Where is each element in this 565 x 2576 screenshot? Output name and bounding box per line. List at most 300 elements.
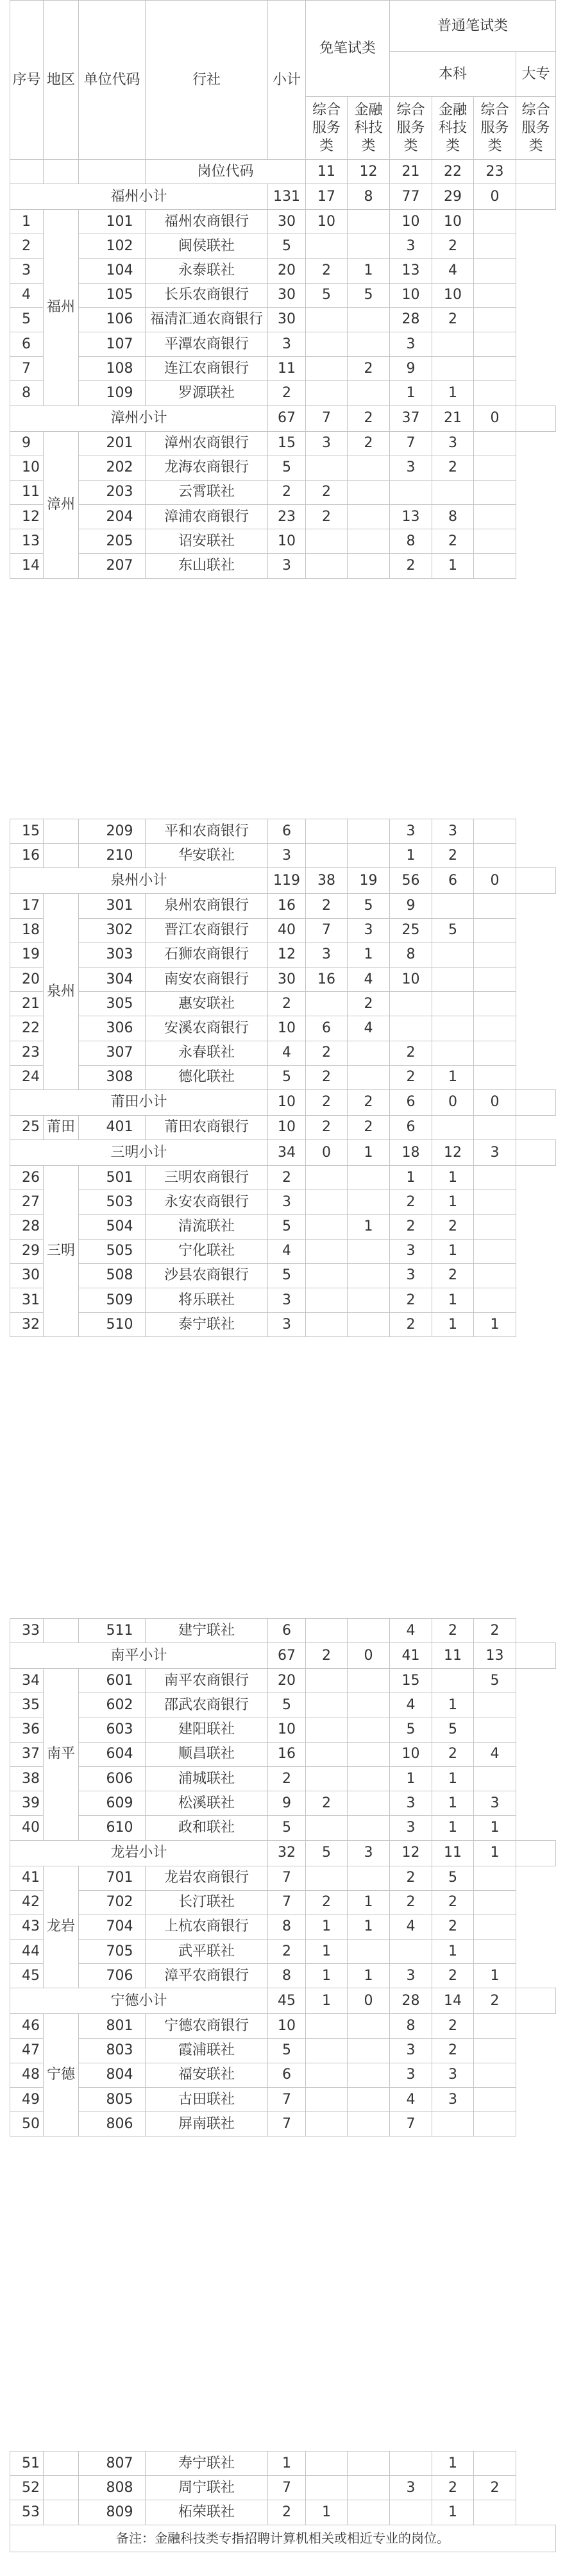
row-seq: 14 [10,554,44,578]
table-row [10,918,556,943]
row-total: 16 [268,1742,306,1766]
row-quota: 4 [348,967,390,991]
header-region: 地区 [44,1,79,160]
row-org-name: 漳浦农商银行 [146,505,268,529]
row-org-name: 浦城联社 [146,1766,268,1791]
row-org-name: 永安农商银行 [146,1190,268,1215]
row-unit-code: 306 [79,1016,146,1041]
row-quota [474,307,516,332]
subtotal-value: 0 [306,1140,348,1166]
row-org-name: 福州农商银行 [146,210,268,234]
row-org-name: 永泰联社 [146,259,268,283]
row-quota [348,2088,390,2112]
row-unit-code: 203 [79,480,146,504]
row-quota: 2 [348,431,390,456]
row-quota: 1 [432,2500,474,2525]
row-quota [474,1115,516,1139]
row-unit-code: 106 [79,307,146,332]
row-quota [348,332,390,356]
empty-cell [516,1140,556,1166]
row-quota [474,456,516,480]
row-quota [348,1669,390,1693]
row-org-name: 石狮农商银行 [146,943,268,967]
row-quota: 2 [474,1619,516,1643]
row-total: 2 [268,1166,306,1190]
row-quota [306,2112,348,2137]
post-code: 12 [348,160,390,184]
row-total: 30 [268,210,306,234]
row-total: 5 [268,234,306,259]
row-seq: 1 [10,210,44,234]
row-unit-code: 803 [79,2038,146,2063]
row-quota [474,1718,516,1742]
empty-cell [516,868,556,894]
table-row [10,1915,556,1939]
row-quota [306,1239,348,1263]
row-quota [348,1239,390,1263]
row-quota: 10 [390,1742,432,1766]
row-total: 3 [268,1288,306,1313]
table-row [10,381,556,405]
row-unit-code: 303 [79,943,146,967]
row-quota [348,1190,390,1215]
row-unit-code: 302 [79,918,146,943]
row-quota: 8 [432,505,474,529]
row-org-name: 惠安联社 [146,992,268,1016]
table-row [10,1766,556,1791]
row-org-name: 东山联社 [146,554,268,578]
row-quota [432,992,474,1016]
table-row [10,1940,556,1964]
row-quota [306,554,348,578]
row-quota: 1 [432,554,474,578]
row-unit-code: 401 [79,1115,146,1139]
table-row [10,1016,556,1041]
row-org-name: 霞浦联社 [146,2038,268,2063]
row-quota: 1 [432,1313,474,1337]
header-subtotal: 小计 [268,1,306,160]
quota-table-section [10,0,556,579]
row-org-name: 邵武农商银行 [146,1693,268,1718]
row-quota: 4 [474,1742,516,1766]
row-quota: 1 [348,1964,390,1988]
post-code: 11 [306,160,348,184]
row-org-name: 泉州农商银行 [146,894,268,918]
row-quota [348,529,390,554]
row-seq: 43 [10,1915,44,1939]
row-org-name: 晋江农商银行 [146,918,268,943]
row-quota [306,1742,348,1766]
row-org-name: 宁德农商银行 [146,2014,268,2038]
row-total: 10 [268,1016,306,1041]
row-total: 3 [268,844,306,868]
row-org-name: 南平农商银行 [146,1669,268,1693]
table-row [10,332,556,356]
row-seq: 11 [10,480,44,504]
row-total: 7 [268,2088,306,2112]
row-unit-code: 307 [79,1041,146,1065]
row-quota: 2 [390,1313,432,1337]
row-seq: 4 [10,283,44,307]
row-total: 8 [268,1915,306,1939]
row-quota: 10 [432,283,474,307]
table-row [10,1115,556,1139]
row-quota: 1 [390,844,432,868]
empty-cell [516,1089,556,1115]
subtotal-value: 2 [348,1089,390,1115]
row-quota [474,210,516,234]
row-unit-code: 805 [79,2088,146,2112]
table-row [10,1166,556,1190]
row-quota [432,894,474,918]
row-quota [474,1239,516,1263]
row-total: 3 [268,332,306,356]
row-total: 5 [268,1065,306,1089]
row-seq: 39 [10,1791,44,1816]
row-seq: 48 [10,2063,44,2087]
table-row [10,554,556,578]
row-unit-code: 104 [79,259,146,283]
row-quota: 3 [432,819,474,844]
row-total: 12 [268,943,306,967]
row-seq: 5 [10,307,44,332]
subtotal-value: 18 [390,1140,432,1166]
subtotal-row [10,1643,556,1669]
row-unit-code: 503 [79,1190,146,1215]
region-cell: 龙岩 [44,1866,79,1988]
row-quota: 1 [432,1166,474,1190]
row-org-name: 漳州农商银行 [146,431,268,456]
row-quota [474,480,516,504]
row-org-name: 龙海农商银行 [146,456,268,480]
header-seq: 序号 [10,1,44,160]
header-category: 综合服务类 [474,97,516,160]
subtotal-total: 119 [268,868,306,894]
row-org-name: 顺昌联社 [146,1742,268,1766]
subtotal-label: 漳州小计 [10,405,268,431]
row-total: 5 [268,1215,306,1239]
row-org-name: 武平联社 [146,1940,268,1964]
subtotal-value: 0 [474,868,516,894]
row-quota [348,1693,390,1718]
row-quota: 2 [432,1915,474,1939]
row-quota [474,505,516,529]
row-unit-code: 504 [79,1215,146,1239]
row-seq: 13 [10,529,44,554]
row-quota [348,234,390,259]
row-quota: 5 [432,1866,474,1890]
post-code-row [10,160,556,184]
row-quota: 10 [390,283,432,307]
row-org-name: 安溪农商银行 [146,1016,268,1041]
row-quota: 1 [348,1215,390,1239]
row-quota: 5 [432,1718,474,1742]
table-row [10,1619,556,1643]
row-quota [306,456,348,480]
row-quota [306,1669,348,1693]
row-quota [474,967,516,991]
row-quota [306,1866,348,1890]
row-quota: 3 [390,1791,432,1816]
subtotal-value: 19 [348,868,390,894]
row-org-name: 泰宁联社 [146,1313,268,1337]
row-total: 40 [268,918,306,943]
row-unit-code: 606 [79,1766,146,1791]
row-total: 5 [268,1263,306,1288]
row-quota [348,1263,390,1288]
row-quota: 13 [390,259,432,283]
row-unit-code: 704 [79,1915,146,1939]
row-quota [348,1766,390,1791]
row-quota [474,2063,516,2087]
table-row [10,529,556,554]
region-cell: 福州 [44,210,79,406]
subtotal-value: 3 [348,1840,390,1866]
row-quota: 1 [348,1915,390,1939]
row-quota [348,1816,390,1840]
table-row [10,844,556,868]
row-quota: 4 [390,1619,432,1643]
row-quota: 3 [348,918,390,943]
row-quota [348,554,390,578]
row-quota: 1 [348,1890,390,1915]
post-code-label: 岗位代码 [146,160,306,184]
row-quota: 2 [306,480,348,504]
row-seq: 3 [10,259,44,283]
row-quota: 2 [306,259,348,283]
row-org-name: 连江农商银行 [146,357,268,381]
subtotal-label: 南平小计 [10,1643,268,1669]
subtotal-value: 0 [348,1988,390,2014]
row-quota: 3 [390,332,432,356]
region-cell [44,819,79,844]
row-quota [348,819,390,844]
row-seq: 37 [10,1742,44,1766]
row-quota: 3 [432,431,474,456]
header-category: 金融科技类 [348,97,390,160]
row-quota: 6 [306,1016,348,1041]
row-quota: 1 [390,1766,432,1791]
row-quota: 3 [432,2063,474,2087]
row-org-name: 闽侯联社 [146,234,268,259]
row-quota: 3 [432,2088,474,2112]
subtotal-label: 宁德小计 [10,1988,268,2014]
empty-cell [516,160,556,184]
row-quota [474,381,516,405]
row-quota [306,992,348,1016]
subtotal-value: 77 [390,184,432,210]
row-quota: 3 [390,1816,432,1840]
row-total: 5 [268,1693,306,1718]
row-quota [348,480,390,504]
subtotal-label: 三明小计 [10,1140,268,1166]
row-total: 7 [268,2476,306,2500]
row-total: 20 [268,1669,306,1693]
subtotal-label: 福州小计 [10,184,268,210]
row-quota [348,844,390,868]
region-cell: 三明 [44,1166,79,1337]
row-quota [348,2500,390,2525]
subtotal-value: 7 [306,405,348,431]
subtotal-row [10,1988,556,2014]
row-quota [348,2014,390,2038]
subtotal-value: 6 [432,868,474,894]
subtotal-value: 12 [390,1840,432,1866]
row-quota [432,1016,474,1041]
row-quota: 2 [390,1190,432,1215]
table-row [10,894,556,918]
row-quota [474,2038,516,2063]
row-quota [306,332,348,356]
subtotal-value: 12 [432,1140,474,1166]
table-row [10,357,556,381]
table-row [10,1866,556,1890]
table-row [10,1263,556,1288]
row-quota [306,2038,348,2063]
row-quota [474,2112,516,2137]
row-quota: 2 [306,505,348,529]
row-seq: 26 [10,1166,44,1190]
table-row [10,1693,556,1718]
row-seq: 15 [10,819,44,844]
row-seq: 30 [10,1263,44,1288]
row-quota [474,554,516,578]
empty-cell [44,160,79,184]
row-seq: 40 [10,1816,44,1840]
row-quota: 1 [306,1940,348,1964]
footnote: 备注：金融科技类专指招聘计算机相关或相近专业的岗位。 [10,2525,556,2552]
row-total: 6 [268,2063,306,2087]
table-row [10,943,556,967]
empty-cell [79,160,146,184]
subtotal-value: 0 [474,1089,516,1115]
row-unit-code: 601 [79,1669,146,1693]
row-org-name: 长汀联社 [146,1890,268,1915]
row-quota: 2 [390,1041,432,1065]
row-quota [348,1718,390,1742]
row-total: 30 [268,967,306,991]
row-total: 5 [268,456,306,480]
row-quota: 2 [306,1041,348,1065]
row-quota [306,1313,348,1337]
row-quota: 16 [306,967,348,991]
row-quota [348,1619,390,1643]
subtotal-total: 10 [268,1089,306,1115]
region-cell: 南平 [44,1669,79,1840]
subtotal-value: 56 [390,868,432,894]
row-unit-code: 801 [79,2014,146,2038]
row-seq: 25 [10,1115,44,1139]
row-total: 10 [268,2014,306,2038]
row-quota: 7 [390,431,432,456]
table-row [10,1669,556,1693]
row-quota [348,1288,390,1313]
row-org-name: 龙岩农商银行 [146,1866,268,1890]
row-quota [474,357,516,381]
row-unit-code: 101 [79,210,146,234]
row-unit-code: 603 [79,1718,146,1742]
row-quota [306,1766,348,1791]
row-total: 4 [268,1239,306,1263]
row-quota: 2 [432,307,474,332]
header-category: 综合服务类 [390,97,432,160]
row-unit-code: 602 [79,1693,146,1718]
row-quota: 2 [348,357,390,381]
row-quota [474,894,516,918]
table-row [10,1041,556,1065]
row-seq: 23 [10,1041,44,1065]
row-total: 10 [268,1718,306,1742]
row-unit-code: 509 [79,1288,146,1313]
subtotal-total: 67 [268,405,306,431]
row-quota [390,480,432,504]
table-row [10,2014,556,2038]
row-quota [474,1693,516,1718]
region-cell [44,2452,79,2476]
row-quota: 3 [390,819,432,844]
row-quota [432,1041,474,1065]
row-quota [474,1215,516,1239]
row-total: 23 [268,505,306,529]
row-unit-code: 808 [79,2476,146,2500]
row-quota [474,1065,516,1089]
row-quota: 1 [432,1766,474,1791]
row-seq: 33 [10,1619,44,1643]
subtotal-value: 37 [390,405,432,431]
row-quota [474,2452,516,2476]
row-unit-code: 809 [79,2500,146,2525]
row-seq: 38 [10,1766,44,1791]
row-org-name: 福安联社 [146,2063,268,2087]
row-unit-code: 804 [79,2063,146,2087]
row-unit-code: 109 [79,381,146,405]
row-seq: 53 [10,2500,44,2525]
row-quota [348,2112,390,2137]
row-total: 2 [268,381,306,405]
row-quota [306,1693,348,1718]
row-quota [474,259,516,283]
row-quota: 5 [474,1669,516,1693]
table-row [10,259,556,283]
row-quota: 1 [306,1915,348,1939]
row-unit-code: 305 [79,992,146,1016]
subtotal-total: 45 [268,1988,306,2014]
row-quota [474,992,516,1016]
row-quota [306,234,348,259]
row-seq: 2 [10,234,44,259]
row-quota: 7 [390,2112,432,2137]
row-quota: 1 [474,1313,516,1337]
row-seq: 50 [10,2112,44,2137]
row-quota: 2 [432,1742,474,1766]
row-quota: 4 [390,1693,432,1718]
row-quota [306,2452,348,2476]
row-quota: 8 [390,943,432,967]
quota-table-section [10,819,556,1337]
row-quota: 2 [432,1964,474,1988]
header-category: 综合服务类 [516,97,556,160]
row-seq: 19 [10,943,44,967]
row-unit-code: 202 [79,456,146,480]
row-org-name: 莆田农商银行 [146,1115,268,1139]
subtotal-value: 21 [432,405,474,431]
row-org-name: 平潭农商银行 [146,332,268,356]
table-row [10,2088,556,2112]
row-quota [432,357,474,381]
row-unit-code: 209 [79,819,146,844]
row-unit-code: 205 [79,529,146,554]
table-row [10,967,556,991]
